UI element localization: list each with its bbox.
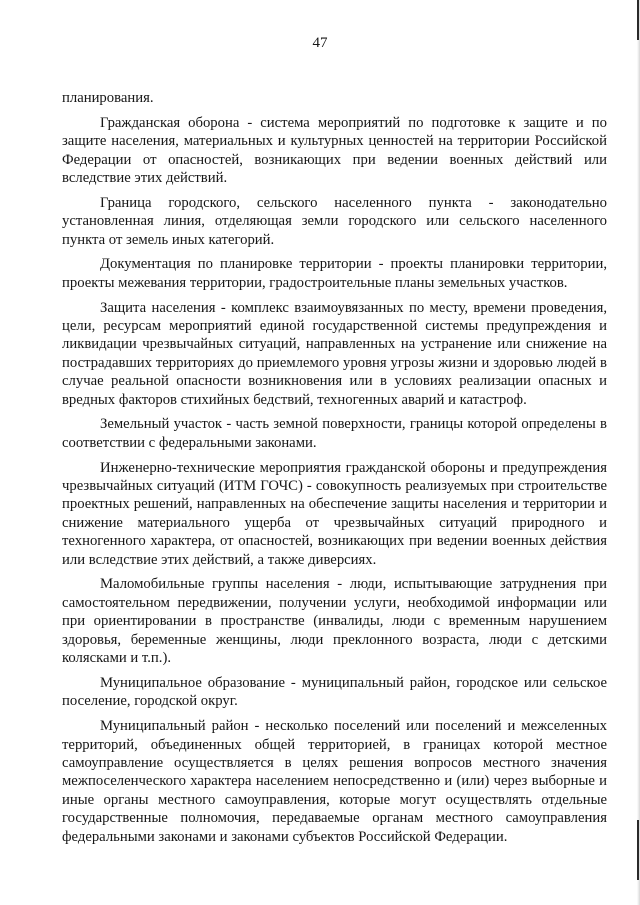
document-body [62,89,607,852]
paragraph-civil-defense: Гражданская оборона - система мероприятий по подготовке к защите и по защите населения, материальных и культурных ценностей на территории Российской Федерации от опасностей, возникающих при ведении военных действий или вследствие этих действий. [62,114,607,187]
paragraph-municipal-district: Муниципальный район - несколько поселений или поселений и межселенных территорий, объединенных общей территорией, в границах которой местное самоуправление осуществляется в целях решения вопросов местного значения межпоселенческого характера населением непосредственно и (или) через выборные и иные органы местного самоуправления, которые могут осуществлять отдельные государственные полномочия, передаваемые органам местного самоуправления федеральными законами и законами субъектов Российской Федерации. [62,718,607,845]
paragraph-settlement-boundary: Граница городского, сельского населенного пункта - законодательно установленная линия, отделяющая земли городского или сельского населенного пункта от земель иных категорий. [62,194,607,248]
page-number: 47 [312,35,328,51]
paragraph-planning-documentation: Документация по планировке территории - проекты планировки территории, проекты межевания территории, градостроительные планы земельных участков. [62,256,607,291]
scan-mark-top [637,0,639,40]
paragraph-population-protection: Защита населения - комплекс взаимоувязанных по месту, времени проведения, цели, ресурсам мероприятий единой государственной системы предупреждения и ликвидации чрезвычайных ситуаций, направленных на устранение или снижение на пострадавших территориях до приемлемого уровня угрозы жизни и здоровью людей в случае реальной опасности возникновения или в условиях реализации опасных и вредных факторов стихийных бедствий, техногенных аварий и катастроф. [62,299,607,408]
scan-mark-bottom [637,820,639,880]
paragraph-continued: планирования. [62,90,154,106]
paragraph-low-mobility-groups: Маломобильные группы населения - люди, испытывающие затруднения при самостоятельном передвижении, получении услуги, необходимой информации или при ориентировании в пространстве (инвалиды, люди с временным нарушением здоровья, беременные женщины, люди преклонного возраста, люди с детскими колясками и т.п.). [62,576,607,667]
paragraph-engineering-measures: Инженерно-технические мероприятия гражданской обороны и предупреждения чрезвычайных ситуаций (ИТМ ГОЧС) - совокупность реализуемых при строительстве проектных решений, направленных на обеспечение защиты населения и территории и снижение материального ущерба от чрезвычайных ситуаций природного и техногенного характера, от опасностей, возникающих при ведении военных действия или вследствие этих действий, а также диверсиях. [62,459,607,568]
paragraph-land-plot: Земельный участок - часть земной поверхности, границы которой определены в соответствии с федеральными законами. [62,416,607,451]
paragraph-municipal-entity: Муниципальное образование - муниципальный район, городское или сельское поселение, городской округ. [62,674,607,710]
